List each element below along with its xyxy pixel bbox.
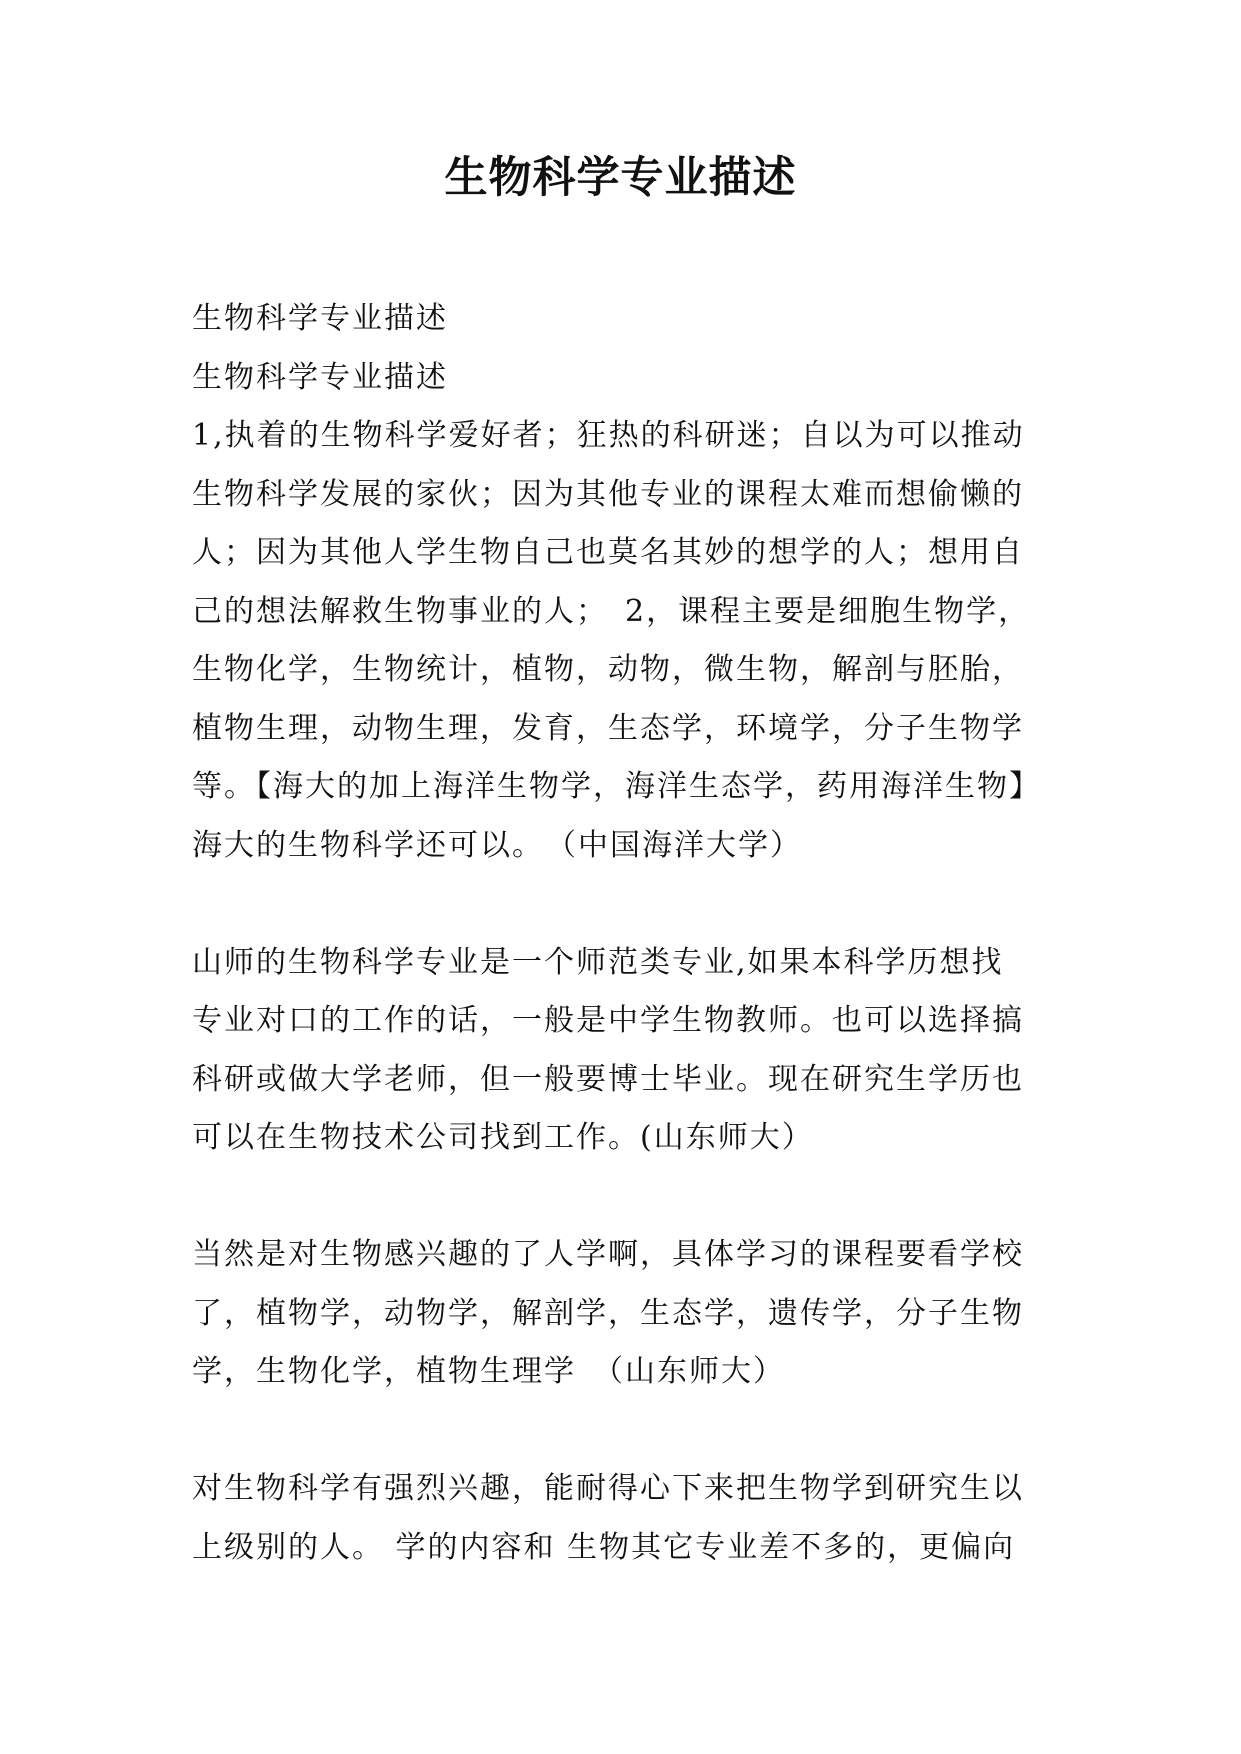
text-line: 生物科学发展的家伙；因为其他专业的课程太难而想偷懒的 xyxy=(192,476,1024,512)
text-line: 科研或做大学老师，但一般要博士毕业。现在研究生学历也 xyxy=(192,1061,1024,1097)
paragraph-gap xyxy=(192,1168,1064,1227)
text-line: 等。【海大的加上海洋生物学，海洋生态学，药用海洋生物】 xyxy=(192,769,1041,804)
text-line: 海大的生物科学还可以。 （中国海洋大学） xyxy=(192,827,802,863)
text-line: 1,执着的生物科学爱好者；狂热的科研迷；自以为可以推动 xyxy=(192,418,1025,453)
text-line: 生物科学专业描述 xyxy=(192,359,448,395)
text-line: 专业对口的工作的话，一般是中学生物教师。也可以选择搞 xyxy=(192,1003,1024,1038)
text-line: 己的想法解救生物事业的人； 2，课程主要是细胞生物学， xyxy=(192,593,1031,629)
text-line: 山师的生物科学专业是一个师范类专业,如果本科学历想找 xyxy=(192,944,1004,980)
text-line: 了，植物学，动物学，解剖学，生态学，遗传学，分子生物 xyxy=(192,1295,1024,1331)
text-line: 学，生物化学，植物生理学 （山东师大） xyxy=(192,1354,785,1389)
text-line: 植物生理，动物生理，发育，生态学，环境学，分子生物学 xyxy=(192,710,1024,746)
text-line: 当然是对生物感兴趣的了人学啊，具体学习的课程要看学校 xyxy=(192,1237,1024,1272)
document-title: 生物科学专业描述 xyxy=(444,153,797,203)
paragraph-gap xyxy=(192,1402,1064,1461)
text-line: 可以在生物技术公司找到工作。(山东师大） xyxy=(192,1120,814,1155)
paragraph-gap xyxy=(192,875,1064,934)
text-line: 对生物科学有强烈兴趣，能耐得心下来把生物学到研究生以 xyxy=(192,1471,1024,1506)
text-line: 人；因为其他人学生物自己也莫名其妙的想学的人；想用自 xyxy=(192,535,1024,570)
text-line: 生物化学，生物统计，植物，动物，微生物，解剖与胚胎， xyxy=(192,652,1024,687)
text-line: 上级别的人。 学的内容和 生物其它专业差不多的，更偏向 xyxy=(192,1529,1016,1565)
text-line: 生物科学专业描述 xyxy=(192,301,448,336)
document-body xyxy=(192,290,1064,1577)
